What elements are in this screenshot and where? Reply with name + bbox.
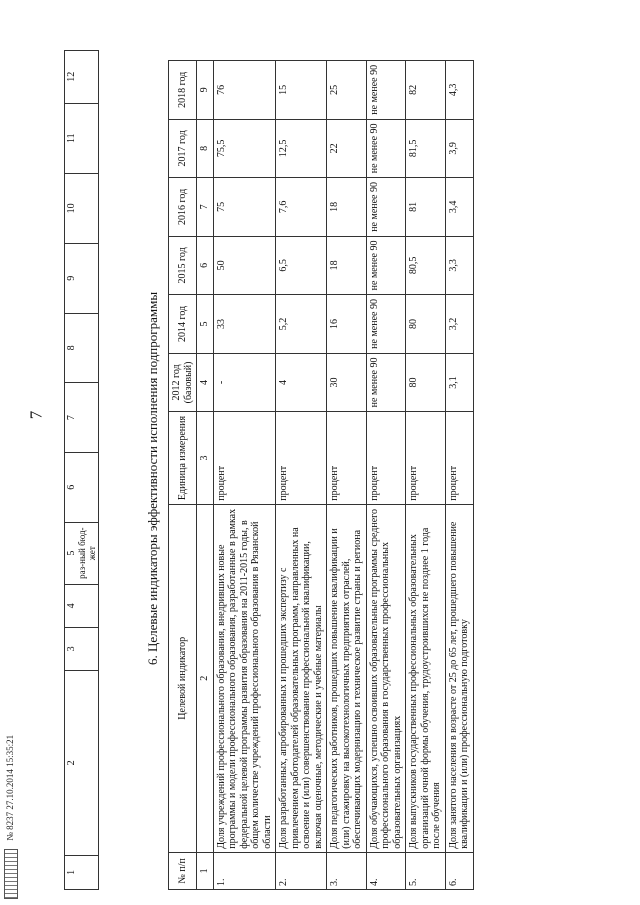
section-title: 6. Целевые индикаторы эффективности исполнения подпрограммы [145, 291, 160, 665]
value-cell: 82 [406, 61, 446, 120]
value-cell: не менее 90 [366, 119, 406, 178]
unit-cell: процент [366, 412, 406, 505]
top-col-3: 3 [65, 627, 99, 670]
column-number: 4 [197, 353, 214, 412]
table-row [276, 61, 327, 890]
row-number: 2. [276, 852, 327, 889]
value-cell: - [213, 353, 276, 412]
row-number: 4. [366, 852, 406, 889]
row-number: 1. [213, 852, 276, 889]
value-cell: 4 [276, 353, 327, 412]
value-cell: не менее 90 [366, 178, 406, 237]
value-cell: 4,3 [445, 61, 473, 120]
top-table [64, 50, 99, 890]
value-cell: 50 [213, 236, 276, 295]
table-row [406, 61, 446, 890]
top-col-2: 2 [65, 670, 99, 855]
table-row [213, 61, 276, 890]
value-cell: 16 [327, 295, 367, 354]
page-number: 7 [26, 410, 46, 420]
value-cell: 25 [327, 61, 367, 120]
value-cell: 3,4 [445, 178, 473, 237]
value-cell: не менее 90 [366, 295, 406, 354]
value-cell: 15 [276, 61, 327, 120]
column-number: 2 [197, 504, 214, 852]
top-col-5: 5 раз-ный бюд-жет [65, 522, 99, 584]
column-number: 5 [197, 295, 214, 354]
indicator-cell: Доля обучающихся, успешно освоивших образовательные программы среднего профессионального образования в государственных профессиональных образовательных организациях [366, 504, 406, 852]
header-cell: Целевой индикатор [169, 504, 197, 852]
column-number: 1 [197, 852, 214, 889]
column-number: 6 [197, 236, 214, 295]
header-cell: 2017 год [169, 119, 197, 178]
value-cell: 7,6 [276, 178, 327, 237]
value-cell: 18 [327, 236, 367, 295]
top-col-4: 4 [65, 584, 99, 627]
value-cell: 80 [406, 353, 446, 412]
value-cell: 80,5 [406, 236, 446, 295]
top-col-9: 9 [65, 243, 99, 313]
value-cell: 3,9 [445, 119, 473, 178]
header-cell: Единица измерения [169, 412, 197, 505]
barcode-icon [4, 849, 18, 899]
value-cell: 30 [327, 353, 367, 412]
top-col-1: 1 [65, 855, 99, 889]
value-cell: 3,2 [445, 295, 473, 354]
stamp-text: № 8237 27.10.2014 15:35:21 [5, 734, 16, 841]
top-col-10: 10 [65, 173, 99, 243]
value-cell: 75,5 [213, 119, 276, 178]
column-number: 7 [197, 178, 214, 237]
indicator-cell: Доля занятого населения в возрасте от 25 до 65 лет, прошедшего повышение квалификации и (или) профессиональную подготовку [445, 504, 473, 852]
column-number: 8 [197, 119, 214, 178]
column-number: 9 [197, 61, 214, 120]
header-cell: 2018 год [169, 61, 197, 120]
header-cell: № п/п [169, 852, 197, 889]
value-cell: 3,1 [445, 353, 473, 412]
value-cell: 75 [213, 178, 276, 237]
value-cell: не менее 90 [366, 236, 406, 295]
value-cell: 80 [406, 295, 446, 354]
top-col-7: 7 [65, 383, 99, 453]
value-cell: 33 [213, 295, 276, 354]
value-cell: 22 [327, 119, 367, 178]
unit-cell: процент [445, 412, 473, 505]
indicator-cell: Доля разработанных, апробированных и прошедших экспертизу с привлечением работодателей образовательных программ, направленных на освоение и (или) совершенствование профессиональной квалификации, включая оценочные, методические и учебные материалы [276, 504, 327, 852]
header-cell: 2012 год (базовый) [169, 353, 197, 412]
value-cell: 5,2 [276, 295, 327, 354]
row-number: 5. [406, 852, 446, 889]
header-cell: 2015 год [169, 236, 197, 295]
value-cell: 12,5 [276, 119, 327, 178]
row-number: 3. [327, 852, 367, 889]
header-cell: 2016 год [169, 178, 197, 237]
value-cell: не менее 90 [366, 61, 406, 120]
table-row [327, 61, 367, 890]
unit-cell: процент [213, 412, 276, 505]
value-cell: не менее 90 [366, 353, 406, 412]
value-cell: 3,3 [445, 236, 473, 295]
top-col-12: 12 [65, 51, 99, 104]
column-number: 3 [197, 412, 214, 505]
table-row [366, 61, 406, 890]
value-cell: 18 [327, 178, 367, 237]
value-cell: 81 [406, 178, 446, 237]
unit-cell: процент [276, 412, 327, 505]
value-cell: 6,5 [276, 236, 327, 295]
top-col-8: 8 [65, 313, 99, 383]
unit-cell: процент [327, 412, 367, 505]
indicator-cell: Доля педагогических работников, прошедших повышение квалификации и (или) стажировку на высокотехнологичных предприятиях отраслей, обеспечивающих модернизацию и техническое развитие страны и региона [327, 504, 367, 852]
registration-stamp [4, 735, 18, 899]
unit-cell: процент [406, 412, 446, 505]
header-cell: 2014 год [169, 295, 197, 354]
top-col-6: 6 [65, 452, 99, 522]
budget-note: раз-ный бюд-жет [77, 527, 97, 579]
top-col-11: 11 [65, 103, 99, 173]
table-row [445, 61, 473, 890]
value-cell: 76 [213, 61, 276, 120]
indicator-cell: Доля учреждений профессионального образования, внедривших новые программы и модели профессионального образования, разработанные в рамках федеральной целевой программы развития образования на 2011-2015 годы, в общем количестве учреждений профессионального образования в Рязанской области [213, 504, 276, 852]
row-number: 6. [445, 852, 473, 889]
indicators-table [168, 60, 474, 890]
indicator-cell: Доля выпускников государственных профессиональных образовательных организаций очной формы обучения, трудоустроившихся не позднее 1 года после обучения [406, 504, 446, 852]
value-cell: 81,5 [406, 119, 446, 178]
